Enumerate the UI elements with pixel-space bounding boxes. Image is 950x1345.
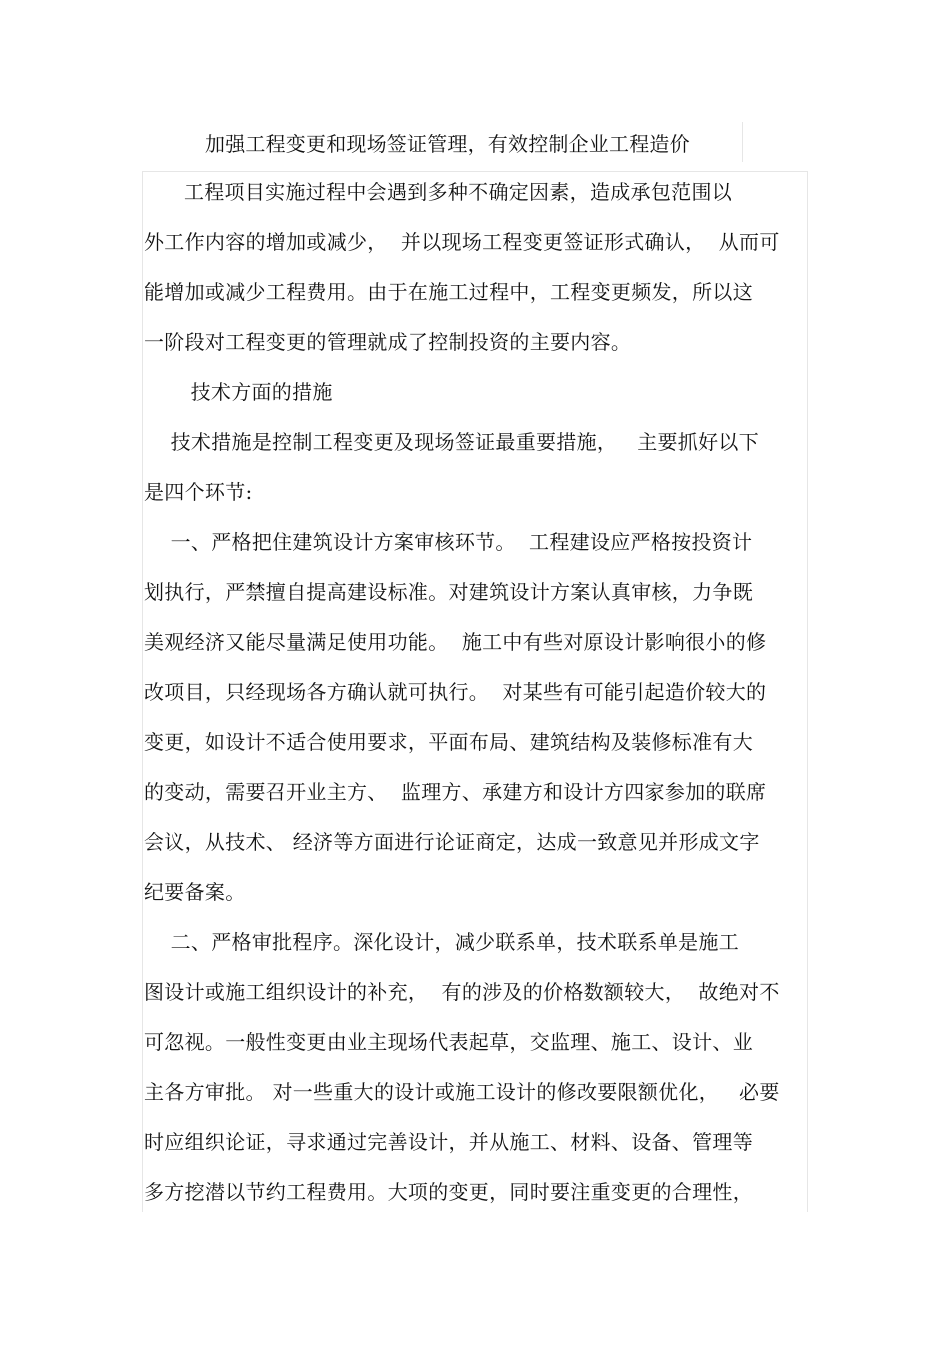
text-line: 主各方审批。 对一些重大的设计或施工设计的修改要限额优化， 必要	[144, 1080, 780, 1104]
text-line: 改项目，只经现场各方确认就可执行。 对某些有可能引起造价较大的	[144, 680, 767, 704]
document-title: 加强工程变更和现场签证管理，有效控制企业工程造价	[205, 132, 690, 156]
page-frame-top-rule	[142, 171, 808, 172]
page-frame-right-rule	[807, 172, 808, 1212]
text-line: 一、严格把住建筑设计方案审核环节。 工程建设应严格按投资计	[144, 530, 753, 554]
text-line: 二、严格审批程序。深化设计，减少联系单，技术联系单是施工	[144, 930, 740, 954]
text-line: 一阶段对工程变更的管理就成了控制投资的主要内容。	[144, 330, 632, 354]
text-line: 能增加或减少工程费用。由于在施工过程中，工程变更频发，所以这	[144, 280, 753, 304]
text-line: 美观经济又能尽量满足使用功能。 施工中有些对原设计影响很小的修	[144, 630, 767, 654]
text-line: 会议，从技术、 经济等方面进行论证商定，达成一致意见并形成文字	[144, 830, 760, 854]
text-line: 技术措施是控制工程变更及现场签证最重要措施， 主要抓好以下	[144, 430, 760, 454]
page-frame-left-rule	[142, 172, 143, 1212]
text-line: 外工作内容的增加或减少， 并以现场工程变更签证形式确认， 从而可	[144, 230, 780, 254]
text-line: 划执行，严禁擅自提高建设标准。对建筑设计方案认真审核，力争既	[144, 580, 753, 604]
section-heading: 技术方面的措施	[144, 380, 333, 404]
text-line: 的变动，需要召开业主方、 监理方、承建方和设计方四家参加的联席	[144, 780, 767, 804]
text-line: 工程项目实施过程中会遇到多种不确定因素，造成承包范围以	[144, 180, 733, 204]
text-line: 变更，如设计不适合使用要求，平面布局、建筑结构及装修标准有大	[144, 730, 753, 754]
title-divider-rule	[742, 122, 743, 162]
text-line: 可忽视。一般性变更由业主现场代表起草，交监理、施工、设计、业	[144, 1030, 753, 1054]
text-line: 是四个环节:	[144, 480, 253, 504]
text-line: 纪要备案。	[144, 880, 246, 904]
text-line: 时应组织论证，寻求通过完善设计，并从施工、材料、设备、管理等	[144, 1130, 753, 1154]
text-line: 多方挖潜以节约工程费用。大项的变更，同时要注重变更的合理性，	[144, 1180, 753, 1204]
text-line: 图设计或施工组织设计的补充， 有的涉及的价格数额较大， 故绝对不	[144, 980, 780, 1004]
